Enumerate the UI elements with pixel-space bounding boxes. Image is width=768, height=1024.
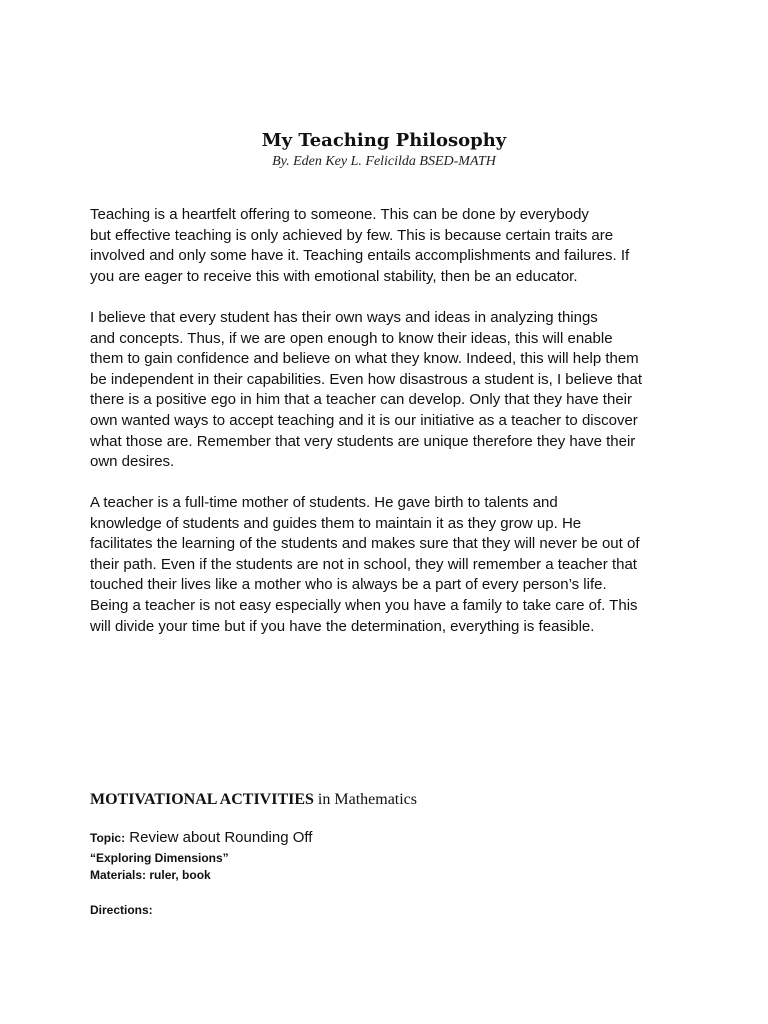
document-title: My Teaching Philosophy [261,130,507,151]
topic-value: Review about Rounding Off [125,829,313,846]
activities-heading-rest: in Mathematics [313,791,418,808]
activities-heading-strong: MOTIVATIONAL ACTIVITIES [90,791,314,808]
activity-subtitle: “Exploring Dimensions” [90,851,229,865]
directions-label: Directions: [90,903,153,917]
author-byline: By. Eden Key L. Felicilda BSED-MATH [272,154,496,169]
topic-label: Topic: [90,831,126,845]
paragraph-2: I believe that every student has their own ways and ideas in analyzing things and concepts. Thus, if we are open enough to know their ideas, this will enable them to gain confidence and believe on what they know. Indeed, this will help them be independent in their capabilities. Even how disastrous a student is, I believe that there is a positive ego in him that a teacher can develop. Only that they have their own wanted ways to accept teaching and it is our initiative as a teacher to discover what those are. Remember that very students are unique therefore they have their own desires. [90,309,643,471]
topic-line [90,828,690,848]
materials-line: Materials: ruler, book [90,868,211,882]
activities-heading [90,790,690,810]
paragraph-1: Teaching is a heartfelt offering to someone. This can be done by everybody but effective teaching is only achieved by few. This is because certain traits are involved and only some have it. Teaching entails accomplishments and failures. If you are eager to receive this with emotional stability, then be an educator. [90,206,630,285]
paragraph-3: A teacher is a full-time mother of students. He gave birth to talents and knowledge of students and guides them to maintain it as they grow up. He facilitates the learning of the students and makes sure that they will never be out of their path. Even if the students are not in school, they will remember a teacher that touched their lives like a mother who is always be a part of every person’s life. Being a teacher is not easy especially when you have a family to take care of. This will divide your time but if you have the determination, everything is feasible. [90,494,640,635]
